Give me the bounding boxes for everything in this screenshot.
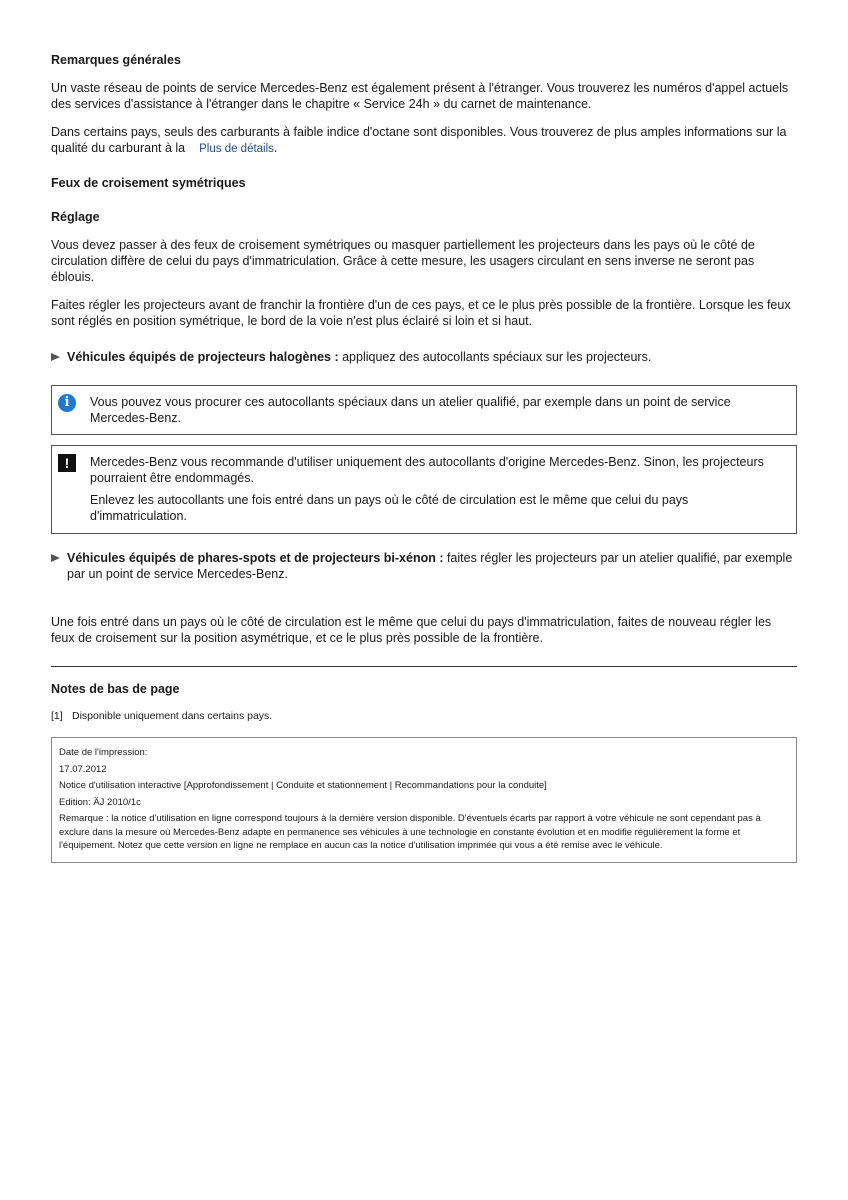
bullet-halogen-text xyxy=(67,349,651,365)
warning-icon: ! xyxy=(58,454,76,472)
section-title-general-remarks: Remarques générales xyxy=(51,53,181,67)
footnote-number: [1] xyxy=(51,710,63,722)
content xyxy=(51,52,797,863)
print-remark: Remarque : la notice d'utilisation en ligne correspond toujours à la dernière version disponible. D'éventuels écarts par rapport à votre véhicule ne sont cependant pas à exclure dans la mesure où Mercedes-Benz adapte en permanence ses véhicules à une technologie en constante évolution et en modifie régulièrement la forme et l'équipement. Notez que cette version en ligne ne remplace en aucun cas la notice d'utilisation imprimée qui vous a été remise avec le véhicule. xyxy=(59,813,761,851)
footnotes-title: Notes de bas de page xyxy=(51,682,180,696)
footnote-text: Disponible uniquement dans certains pays. xyxy=(72,710,273,722)
paragraph-adjust-before-border: Faites régler les projecteurs avant de franchir la frontière d'un de ces pays, et ce le plus près possible de la frontière. Lorsque les feux sont réglés en position symétrique, le bord de la voie n'est plus éclairé si loin et si haut. xyxy=(51,298,791,328)
bullet-halogen xyxy=(51,349,797,365)
more-details-link[interactable]: Plus de détails xyxy=(199,143,274,155)
paragraph-fuel-quality xyxy=(51,124,797,157)
fuel-text-end: . xyxy=(273,141,278,155)
print-notice: Notice d'utilisation interactive [Approfondissement | Conduite et stationnement | Recommandations pour la conduite] xyxy=(59,780,547,791)
bullet-bixenon xyxy=(51,550,797,582)
print-date-label: Date de l'impression: xyxy=(59,747,148,758)
print-edition: Edition: ÄJ 2010/1c xyxy=(59,796,141,808)
bullet-halogen-rest: appliquez des autocollants spéciaux sur les projecteurs. xyxy=(338,350,652,364)
bullet-bixenon-bold: Véhicules équipés de phares-spots et de projecteurs bi-xénon : xyxy=(67,551,444,565)
warning-text-2: Enlevez les autocollants une fois entré dans un pays où le côté de circulation est le même que celui du pays d'immatriculation. xyxy=(90,493,689,523)
warning-box xyxy=(51,445,797,534)
print-info-box xyxy=(51,737,797,863)
bullet-arrow-icon xyxy=(51,349,67,365)
section-title-symmetric-dipped-beam: Feux de croisement symétriques xyxy=(51,176,246,190)
bullet-halogen-bold: Véhicules équipés de projecteurs halogènes : xyxy=(67,350,339,364)
bullet-bixenon-rest: faites régler les projecteurs par un atelier qualifié, par exemple par un point de service Mercedes-Benz. xyxy=(67,551,793,581)
info-text: Vous pouvez vous procurer ces autocollants spéciaux dans un atelier qualifié, par exemple dans un point de service Mercedes-Benz. xyxy=(90,395,731,425)
paragraph-service-network: Un vaste réseau de points de service Mercedes-Benz est également présent à l'étranger. Vous trouverez les numéros d'appel actuels des services d'assistance à l'étranger dans le chapitre « Service 24h » du carnet de maintenance. xyxy=(51,81,789,111)
paragraph-reset-asymmetric: Une fois entré dans un pays où le côté de circulation est le même que celui du pays d'immatriculation, faites de nouveau régler les feux de croisement sur la position asymétrique, et ce le plus près possible de la frontière. xyxy=(51,615,772,645)
fuel-text: Dans certains pays, seuls des carburants à faible indice d'octane sont disponibles. Vous trouverez de plus amples informations sur la qualité du carburant à la xyxy=(51,125,787,155)
info-icon: i xyxy=(58,394,76,412)
divider xyxy=(51,666,797,667)
paragraph-symmetric-intro: Vous devez passer à des feux de croisement symétriques ou masquer partiellement les projecteurs dans les pays où le côté de circulation diffère de celui du pays d'immatriculation. Grâce à cette mesure, les usagers circulant en sens inverse ne seront pas éblouis. xyxy=(51,238,755,284)
section-subtitle-adjustment: Réglage xyxy=(51,210,100,224)
print-date: 17.07.2012 xyxy=(59,763,107,775)
warning-text-1: Mercedes-Benz vous recommande d'utiliser uniquement des autocollants d'origine Mercedes-Benz. Sinon, les projecteurs pourraient être endommagés. xyxy=(90,455,764,485)
bullet-arrow-icon xyxy=(51,550,67,582)
footnote-item xyxy=(51,709,797,723)
info-box xyxy=(51,385,797,435)
bullet-bixenon-text xyxy=(67,550,797,582)
